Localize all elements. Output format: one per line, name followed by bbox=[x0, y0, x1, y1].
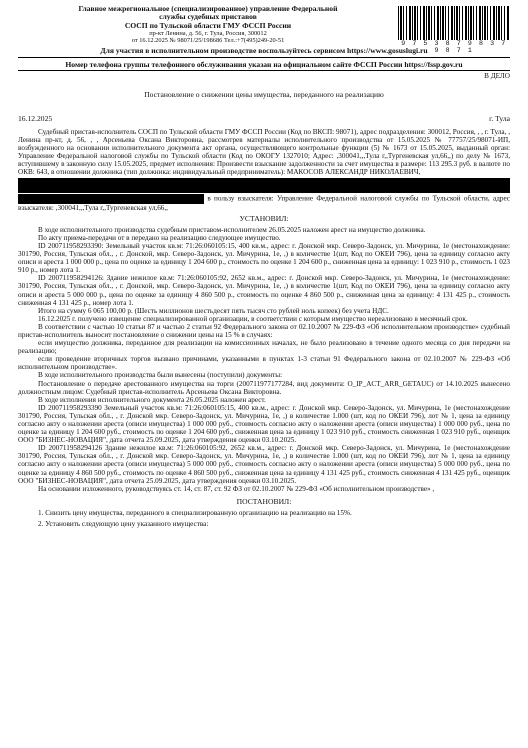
org-address: пр-кт Ленина, д. 56, г. Тула, Россия, 300012 bbox=[149, 29, 267, 37]
section-established: УСТАНОВИЛ: bbox=[239, 213, 289, 223]
paragraph: если имущество должника, переданное для реализации на комиссионных началах, не было реализовано в течение одного месяца со дня передачи на реализацию; bbox=[18, 339, 510, 356]
section-resolved: ПОСТАНОВИЛ: bbox=[236, 496, 292, 506]
redacted-inline bbox=[18, 194, 204, 204]
doc-reference: от 16.12.2025 № 98071/25/198686 Тел.:+7(495)249-20-51 bbox=[131, 37, 285, 45]
org-line-3: СОСП по Тульской области ГМУ ФССП России bbox=[124, 20, 292, 30]
document-body bbox=[18, 128, 510, 528]
gosuslugi-notice: Для участия в исполнительном производстве воспользуйтесь сервисом https://www.gosuslugi.ru bbox=[100, 46, 428, 55]
document-date: 16.12.2025 bbox=[18, 114, 53, 123]
document-city: г. Тула bbox=[489, 114, 510, 123]
org-line-2: службы судебных приставов bbox=[159, 12, 257, 22]
paragraph: ID 200711958294126 Здание нежилое кв.м: 71:26:060105:92, 2652 кв.м., адрес: г. Донской мкр. Северо-Задонск, ул. Мичурина, 1е (местонахождение 301790, Россия, Тульская обл., , г. Донской мкр. Северо-Задонск, ул. Мичурина, 1е, ,) в количестве 1.000 (шт, код по ОКЕИ 796), лот № 1, цена за единицу согласно акту о наложении ареста (описи имущества) 5 000 000 руб., стоимость согласно акту о наложении ареста (описи имущества) 5 000 000 руб., цена по оценке за единицу 4 860 500 руб., стоимость по оценке 4 860 500 руб., сниженная цена за единицу 4 131 425 руб., стоимость сниженная 4 131 425 руб., оценщик ООО "БИЗНЕС-НОВАЦИЯ", дата отчета 25.09.2025, дата утверждения оценки 03.10.2025. bbox=[18, 444, 510, 485]
divider bbox=[18, 70, 510, 71]
intro-paragraph: Судебный пристав-исполнитель СОСП по Тульской области ГМУ ФССП России (Код по ВКСП: 98071), адрес подразделения: 300012, Россия, , , г. Тула, , Ленина пр-кт, д. 56, , , Арсеньева Оксана Викторовна, рассмотрев материалы исполнительного производства от 15.05.2025 № 77757/25/98071-ИП, возбужденного на основании исполнительного документа акт органа, осуществляющего контрольные функции (5) № 1673 от 15.05.2025, выданный орган: Управление Федеральной налоговой службы по Тульской области (Код по ОКОГУ 1327010; Адрес: ,300041,,,Тула г,,Тургеневская ул,66,,) по делу № 1673, вступившему в законную силу 15.05.2025, предмет исполнения: Произвести взыскание задолженности за счет имущества в размере: 113 295.3 руб. в валюте по ОКВ: 643, в отношении должника (тип должника: индивидуальный предприниматель): МАКОСОВ АЛЕКСАНДР НИКОЛАЕВИЧ, bbox=[18, 128, 510, 177]
barcode-number: 9 7 5 3 8 7 9 8 3 7 9 8 7 1 bbox=[401, 40, 507, 54]
paragraph: Постановление о передаче арестованного имущества на торги (200711977177284, вид документа: O_IP_ACT_ARR_GETAUC) от 14.10.2025 вынесено должностным лицом: Судебный пристав-исполнитель Арсеньева Оксана Викторовна. bbox=[18, 379, 510, 396]
destination-stamp: В ДЕЛО bbox=[484, 72, 510, 80]
paragraph: В ходе исполнительного производства судебным приставом-исполнителем 26.05.2025 наложен арест на имущество должника. bbox=[38, 225, 426, 234]
paragraph: ID 200711958293390 Земельный участок кв.м: 71:26:060105:15, 400 кв.м., адрес: г. Донской мкр. Северо-Задонск, ул. Мичурина, 1е (местонахождение 301790, Россия, Тульская обл., , г. Донской мкр. Северо-Задонск, ул. Мичурина, 1е, ,) в количестве 1.000 (шт, код по ОКЕИ 796), лот № 1, цена за единицу согласно акту о наложении ареста (описи имущества) 1 000 000 руб., стоимость согласно акту о наложении ареста (описи имущества) 1 000 000 руб., цена по оценке за единицу 1 204 600 руб., стоимость по оценке 1 204 600 руб., сниженная цена за единицу 1 023 910 руб., стоимость сниженная 1 023 910 руб., оценщик ООО "БИЗНЕС-НОВАЦИЯ", дата отчета 25.09.2025, дата утверждения оценки 03.10.2025. bbox=[18, 403, 510, 445]
resolution-item: 2. Установить следующую цену указанного имущества: bbox=[38, 520, 209, 529]
barcode-image bbox=[398, 6, 510, 40]
claimant-paragraph bbox=[18, 194, 510, 212]
paragraph: В соответствии с частью 10 статьи 87 и частью 2 статьи 92 Федерального закона от 02.10.2007 № 229-ФЗ «Об исполнительном производстве» судебный пристав-исполнитель выносит постановление о снижении цены на 15 % в случаях: bbox=[18, 322, 510, 339]
paragraph: На основании изложенного, руководствуясь ст. 14, ст. 87, ст. 92 ФЗ от 02.10.2007 № 229-ФЗ «Об исполнительном производстве» , bbox=[38, 484, 435, 493]
paragraph: Итого на сумму 6 065 100,00 р. (Шесть миллионов шестьдесят пять тысяч сто рублей ноль копеек) без учета НДС. bbox=[38, 306, 389, 315]
paragraph: ID 200711958294126: Здание нежилое кв.м: 71:26:060105:92, 2652 кв.м., адрес: г. Донской мкр. Северо-Задонск, ул. Мичурина, 1е (местонахождение: 301790, Россия, Тульская обл., , г. Донской, мкр. Северо-Задонск, ул. Мичурина, 1е, ,) в количестве 1(шт, Код по ОКЕИ 796), цена за единицу согласно акту описи и ареста 5 000 000 р., цена по оценке за единицу 4 860 500 р., стоимость по оценке 4 860 500 р., сниженная цена за единицу: 4 131 425 р., стоимость сниженная 4 131 425 р., номер лота 1. bbox=[18, 274, 510, 307]
paragraph: ID 200711958293390: Земельный участок кв.м: 71:26:060105:15, 400 кв.м., адрес: г. Донской мкр. Северо-Задонск, ул. Мичурина, 1е (местонахождение: 301790, Россия, Тульская обл., , г. Донской, мкр. Северо-Задонск, ул. Мичурина, 1е, ,) в количестве 1(шт, Код по ОКЕИ 796), цена за единицу согласно акту описи и ареста 1 000 000 р., цена по оценке за единицу 1 204 600 р., стоимость по оценке 1 204 600 р., сниженная цена за единицу: 1 023 910 р., стоимость 1 023 910 р., номер лота 1. bbox=[18, 241, 510, 275]
paragraph: По акту приема-передачи от в передано на реализацию следующее имущество. bbox=[38, 233, 281, 242]
paragraph: 16.12.2025 г. получено извещение специализированной организации, в соответствии с которым имущество нереализовано в месячный срок. bbox=[38, 314, 468, 323]
document-title: Постановление о снижении цены имущества, переданного на реализацию bbox=[144, 90, 384, 99]
paragraph: если проведение вторичных торгов вызвано причинами, указанными в пунктах 1-3 статьи 91 Федерального закона от 02.10.2007 № 229-ФЗ «Об исполнительном производстве». bbox=[18, 355, 510, 372]
paragraph: В ходе исполнительного производства были вынесены (поступили) документы: bbox=[38, 371, 283, 380]
paragraph: В ходе исполнения исполнительного документа 26.05.2025 наложен арест. bbox=[38, 395, 266, 404]
org-line-1: Главное межрегиональное (специализированное) управление Федеральной bbox=[78, 4, 338, 13]
redacted-block bbox=[18, 178, 510, 193]
org-header bbox=[18, 5, 398, 44]
divider bbox=[18, 57, 510, 58]
phone-notice: Номер телефона группы телефонного обслуживания указан на официальном сайте ФССП России https://fssp.gov.ru bbox=[65, 60, 463, 69]
resolution-item: 1. Снизить цену имущества, переданного в специализированную организацию на реализацию на 15%. bbox=[38, 508, 352, 517]
claimant-text: в пользу взыскателя: Управление Федеральной налоговой службы по Тульской области, адрес взыскателя: ,300041,,,Тула г,,Тургеневская ул,66,, bbox=[18, 194, 511, 212]
